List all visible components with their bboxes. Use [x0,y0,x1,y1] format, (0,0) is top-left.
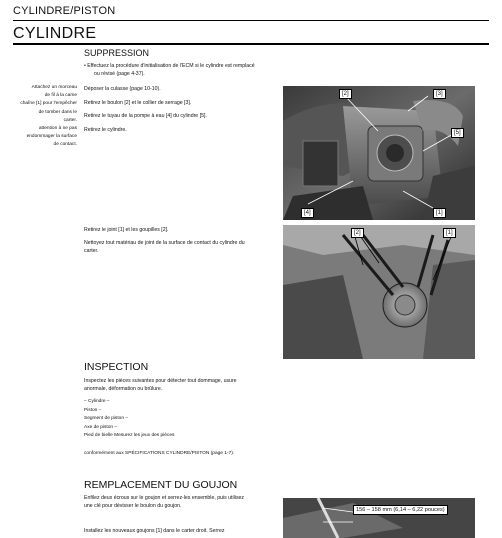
bullet-text: • Effectuez la procédure d'initialisation de l'ECM si le cylindre est remplacé [84,63,255,69]
stud-line: Enfilez deux écrous sur le goujon et serrez-les ensemble, puis utilisez [84,495,245,501]
callout-label: [3] [433,89,446,99]
removal-bullet [84,62,294,79]
piston-photo [283,225,475,359]
side-note-line: de contact. [53,142,77,148]
inspection-intro-line: Inspectez les pièces suivantes pour détecter tout dommage, usure [84,378,237,384]
side-note-line: attention à ne pas [38,126,77,132]
callout-label: [5] [451,128,464,138]
gasket-step: carter. [84,248,99,254]
callout-label: [4] [301,208,314,218]
side-note-line: endommager la surface [26,134,77,140]
callout-label: [1] [433,208,446,218]
inspection-item: Piston – [84,407,102,413]
inspection-item: – Cylindre – [84,399,110,404]
removal-heading: SUPPRESSION [84,48,150,58]
title-rule [13,43,489,45]
inspection-intro [84,377,237,394]
inspection-list [84,398,174,441]
side-note-line: Attachez un morceau [31,85,77,90]
inspection-item: Axe de piston – [84,424,118,430]
side-note [5,84,77,150]
inspection-item: Segment de piston – [84,416,129,422]
inspection-heading: INSPECTION [84,361,149,373]
stud-instructions [84,494,244,511]
side-note-line: carter. [63,117,77,123]
side-note-line: chaîne [1] pour l'empêcher [20,101,77,107]
stud-install-line: Installez les nouveaux goujons [1] dans le carter droit. Serrez [84,528,225,534]
inspection-intro-line: anormale, déformation ou brûlure. [84,386,163,393]
cylinder-photo [283,86,475,220]
header-rule [13,20,489,21]
side-note-line: de tomber dans le [38,109,77,115]
bullet-text-cont: ou révisé (page 4-37). [94,71,145,78]
gasket-step: Nettoyez tout matériau de joint de la surface de contact du cylindre du [84,240,245,246]
inspection-item: Pied de bielle Mesurez les jeux des pièces [84,433,175,439]
page-title: CYLINDRE [13,25,97,42]
dimension-callout: 156 – 158 mm (6,14 – 6,22 pouces) [353,505,448,515]
side-note-line: de fil à la came [44,93,77,99]
removal-step: Retirez le boulon [2] et le collier de serrage [3]. [84,100,192,106]
cylinder-photo-image [283,86,475,220]
section-header: CYLINDRE/PISTON [13,5,116,17]
stud-photo [283,498,475,538]
gasket-step: Retirez le joint [1] et les goupilles [2]. [84,227,169,233]
stud-photo-image [283,498,475,538]
stud-line: une clé pour dévisser le boulon du goujon. [84,503,182,510]
callout-label: [2] [339,89,352,99]
callout-label: [2] [351,228,364,238]
removal-step: Retirez le tuyau de la pompe à eau [4] du cylindre [5]. [84,113,207,119]
stud-heading: REMPLACEMENT DU GOUJON [84,479,238,491]
piston-photo-image [283,225,475,359]
removal-step: Retirez le cylindre. [84,127,127,133]
removal-step: Déposer la culasse (page 10-10). [84,86,161,92]
callout-label: [1] [443,228,456,238]
inspection-spec: conformément aux SPÉCIFICATIONS CYLINDRE/PISTON (page 1-7). [84,451,235,456]
